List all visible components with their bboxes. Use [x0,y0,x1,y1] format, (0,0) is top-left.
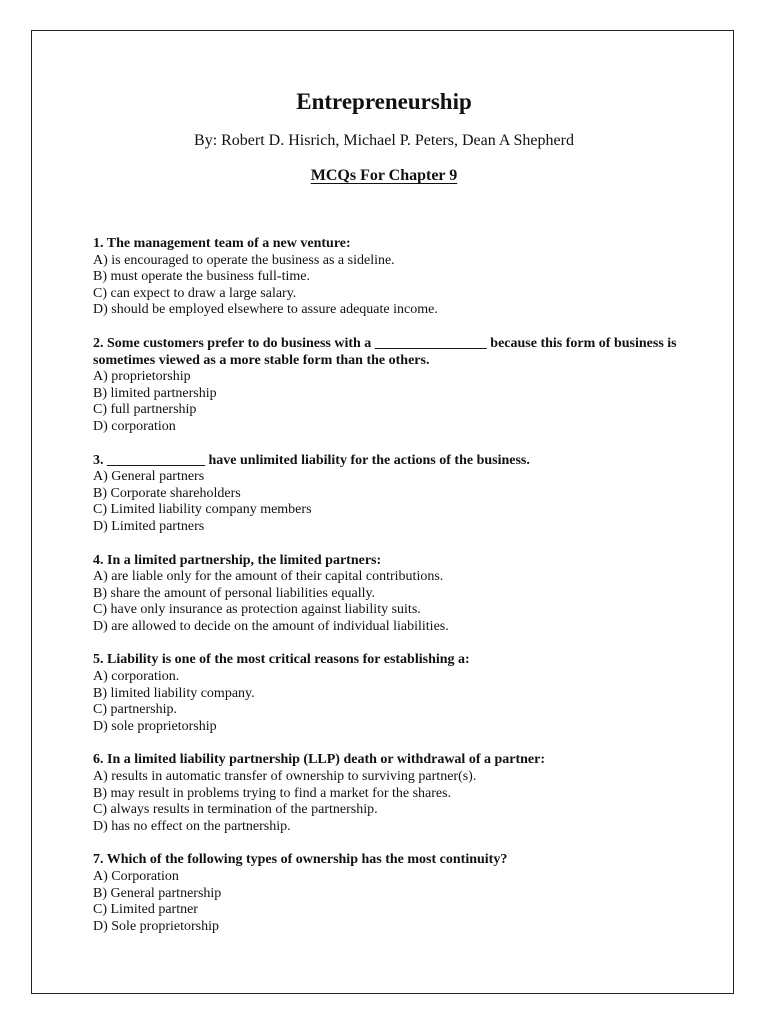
option-b: B) limited partnership [93,385,217,401]
option-c: C) partnership. [93,702,177,718]
option-a: A) Corporation [93,869,179,884]
option-c: C) have only insurance as protection against liability suits. [93,602,421,618]
option-b: B) may result in problems trying to find a market for the shares. [93,785,452,801]
question-text: 7. Which of the following types of ownership has the most continuity? [93,852,508,868]
question-2 [93,336,693,436]
option-b: B) limited liability company. [93,685,255,701]
option-b: B) share the amount of personal liabilities equally. [93,585,376,601]
option-b: B) must operate the business full-time. [93,269,310,285]
document-title: Entrepreneurship [296,89,472,114]
question-text: 4. In a limited partnership, the limited partners: [93,552,382,568]
question-6 [93,752,693,835]
option-c: C) always results in termination of the partnership. [93,802,378,818]
document-subtitle [0,166,768,186]
option-a: A) results in automatic transfer of ownership to surviving partner(s). [93,769,477,785]
question-text: 3. ______________ have unlimited liability for the actions of the business. [93,452,530,468]
subtitle-text: MCQs For Chapter 9 [310,167,458,184]
question-5 [93,652,693,735]
option-a: A) corporation. [93,669,180,685]
option-c: C) Limited liability company members [93,502,312,518]
document-authors: By: Robert D. Hisrich, Michael P. Peters, Dean A Shepherd [194,132,574,149]
question-text: 6. In a limited liability partnership (LLP) death or withdrawal of a partner: [93,752,546,768]
option-c: C) full partnership [93,402,197,418]
option-c: C) can expect to draw a large salary. [93,285,297,301]
option-d: D) are allowed to decide on the amount of individual liabilities. [93,618,449,634]
option-a: A) proprietorship [93,369,191,385]
option-d: D) corporation [93,418,176,434]
option-b: B) General partnership [93,885,222,901]
option-c: C) Limited partner [93,902,198,918]
question-1 [93,236,693,319]
option-a: A) General partners [93,469,205,485]
question-3 [93,453,693,536]
option-d: D) Sole proprietorship [93,918,219,934]
question-4 [93,553,693,636]
option-d: D) sole proprietorship [93,718,217,734]
option-d: D) has no effect on the partnership. [93,818,291,834]
question-text: 2. Some customers prefer to do business with a ________________ because this form of business is sometimes viewed as a more stable form than the others. [93,335,677,368]
question-list [93,236,693,952]
option-d: D) should be employed elsewhere to assure adequate income. [93,302,438,318]
option-b: B) Corporate shareholders [93,485,241,501]
option-a: A) is encouraged to operate the business as a sideline. [93,252,395,268]
option-d: D) Limited partners [93,518,205,534]
question-text: 1. The management team of a new venture: [93,236,351,251]
question-text: 5. Liability is one of the most critical reasons for establishing a: [93,652,470,668]
question-7 [93,852,693,935]
option-a: A) are liable only for the amount of their capital contributions. [93,569,444,585]
